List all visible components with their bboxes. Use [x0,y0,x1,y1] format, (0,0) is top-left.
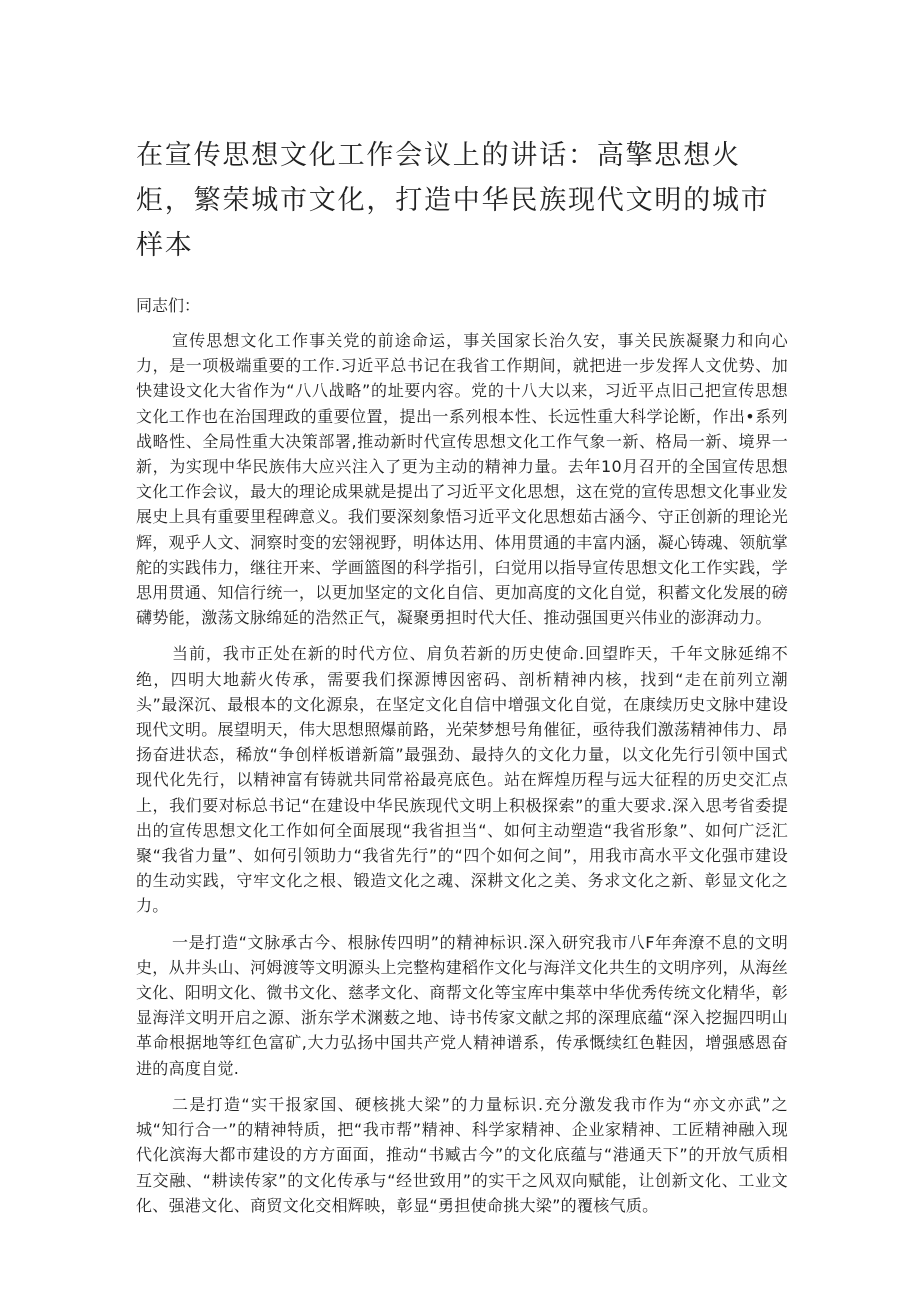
paragraph-2: 当前，我市正处在新的时代方位、肩负若新的历史使命.回望昨天，千年文脉延绵不绝，四明大地薪火传承，需要我们探源博因密码、剖析精神内核，找到“走在前列立潮头”最深沉、最根本的文化源泉，在坚定文化自信中增强文化自觉，在康续历史文脉中建设现代文明。展望明天，伟大思想照爆前路，光荣梦想号角催征，亟待我们激荡精神伟力、昂扬奋进状态，稀放“争创样板谱新篇”最强劲、最持久的文化力量，以文化先行引领中国式现代化先行，以精神富有铸就共同常裕最亮底色。站在辉煌历程与远大征程的历史交汇点上，我们要对标总书记“在建设中华民族现代文明上积极探索”的重大要求.深入思考省委提出的宣传思想文化工作如何全面展现“我省担当“、如何主动塑造“我省形象”、如何广泛汇聚“我省力量”、如何引领助力“我省先行”的“四个如何之间”，用我市高水平文化强市建设的生动实践，守牢文化之根、锻造文化之魂、深耕文化之美、务求文化之新、彰显文化之力。 [136,644,789,916]
paragraph-1: 宣传思想文化工作事关党的前途命运，事关国家长治久安，事关民族凝聚力和向心力，是一项极端重要的工作.习近平总书记在我省工作期间，就把进一步发挥人文优势、加快建设文化大省作为“八八战略”的址要内容。党的十八大以来，习近平点旧己把宣传思想文化工作也在治国理政的重要位置，提出一系列根本性、长远性重大科学论断，作出•系列战略性、全局性重大决策部署,推动新时代宣传思想文化工作气象一新、格局一新、境界一新，为实现中华民族伟大应兴注入了更为主动的精神力量。去年10月召开的全国宣传思想文化工作会议，最大的理论成果就是提出了习近平文化思想，这在党的宣传思想文化事业发展史上具有重要里程碑意义。我们要深刻象悟习近平文化思想茹古涵今、守正创新的理论光辉，观乎人文、洞察时变的宏翎视野，明体达用、体用贯通的丰富内涵，凝心铸魂、领航掌舵的实践伟力，继往开来、学画篮图的科学指引，臼觉用以指导宣传思想文化工作实践，学思用贯通、知信行统一，以更加坚定的文化自信、更加高度的文化自觉，积蓄文化发展的磅礴势能，激荡文脉绵延的浩然正气，凝聚勇担时代大任、推动强国更兴伟业的澎湃动力。 [136,331,789,628]
salutation: 同志们： [136,296,201,315]
paragraph-3: 一是打造“文脉承古今、根脉传四明”的精神标识.深入研究我市八F年奔潦不息的文明史，从井头山、河姆渡等文明源头上完整构建稻作文化与海洋文化共生的文明序列，从海丝文化、阳明文化、微书文化、慈孝文化、商帮文化等宝库中集萃中华优秀传统文化精华，彰显海洋文明开启之源、浙东学术渊薮之地、诗书传家文献之邦的深理底蕴“深入挖掘四明山革命根据地等红色富矿,大力弘扬中国共产党人精神谱系，传承慨续红色鞋因，增强感恩奋进的高度自觉. [136,932,789,1078]
document-title: 在宣传思想文化工作会议上的讲话：高擎思想火炬，繁荣城市文化，打造中华民族现代文明的城市样本 [136,140,770,261]
paragraph-4: 二是打造“实干报家国、硬核挑大梁”的力量标识.充分激发我市作为“亦文亦武”之城“知行合一”的精神特质，把“我市帮”精神、科学家精神、企业家精神、工匠精神融入现代化滨海大都市建设的方方面面，推动“书臧古今”的文化底蕴与“港通天下”的开放气质相互交融、“耕读传家”的文化传承与“经世致用”的实干之风双向赋能，让创新文化、工业文化、强港文化、商贸文化交相辉映，彰显“勇担使命挑大梁”的覆核气质。 [136,1094,788,1215]
